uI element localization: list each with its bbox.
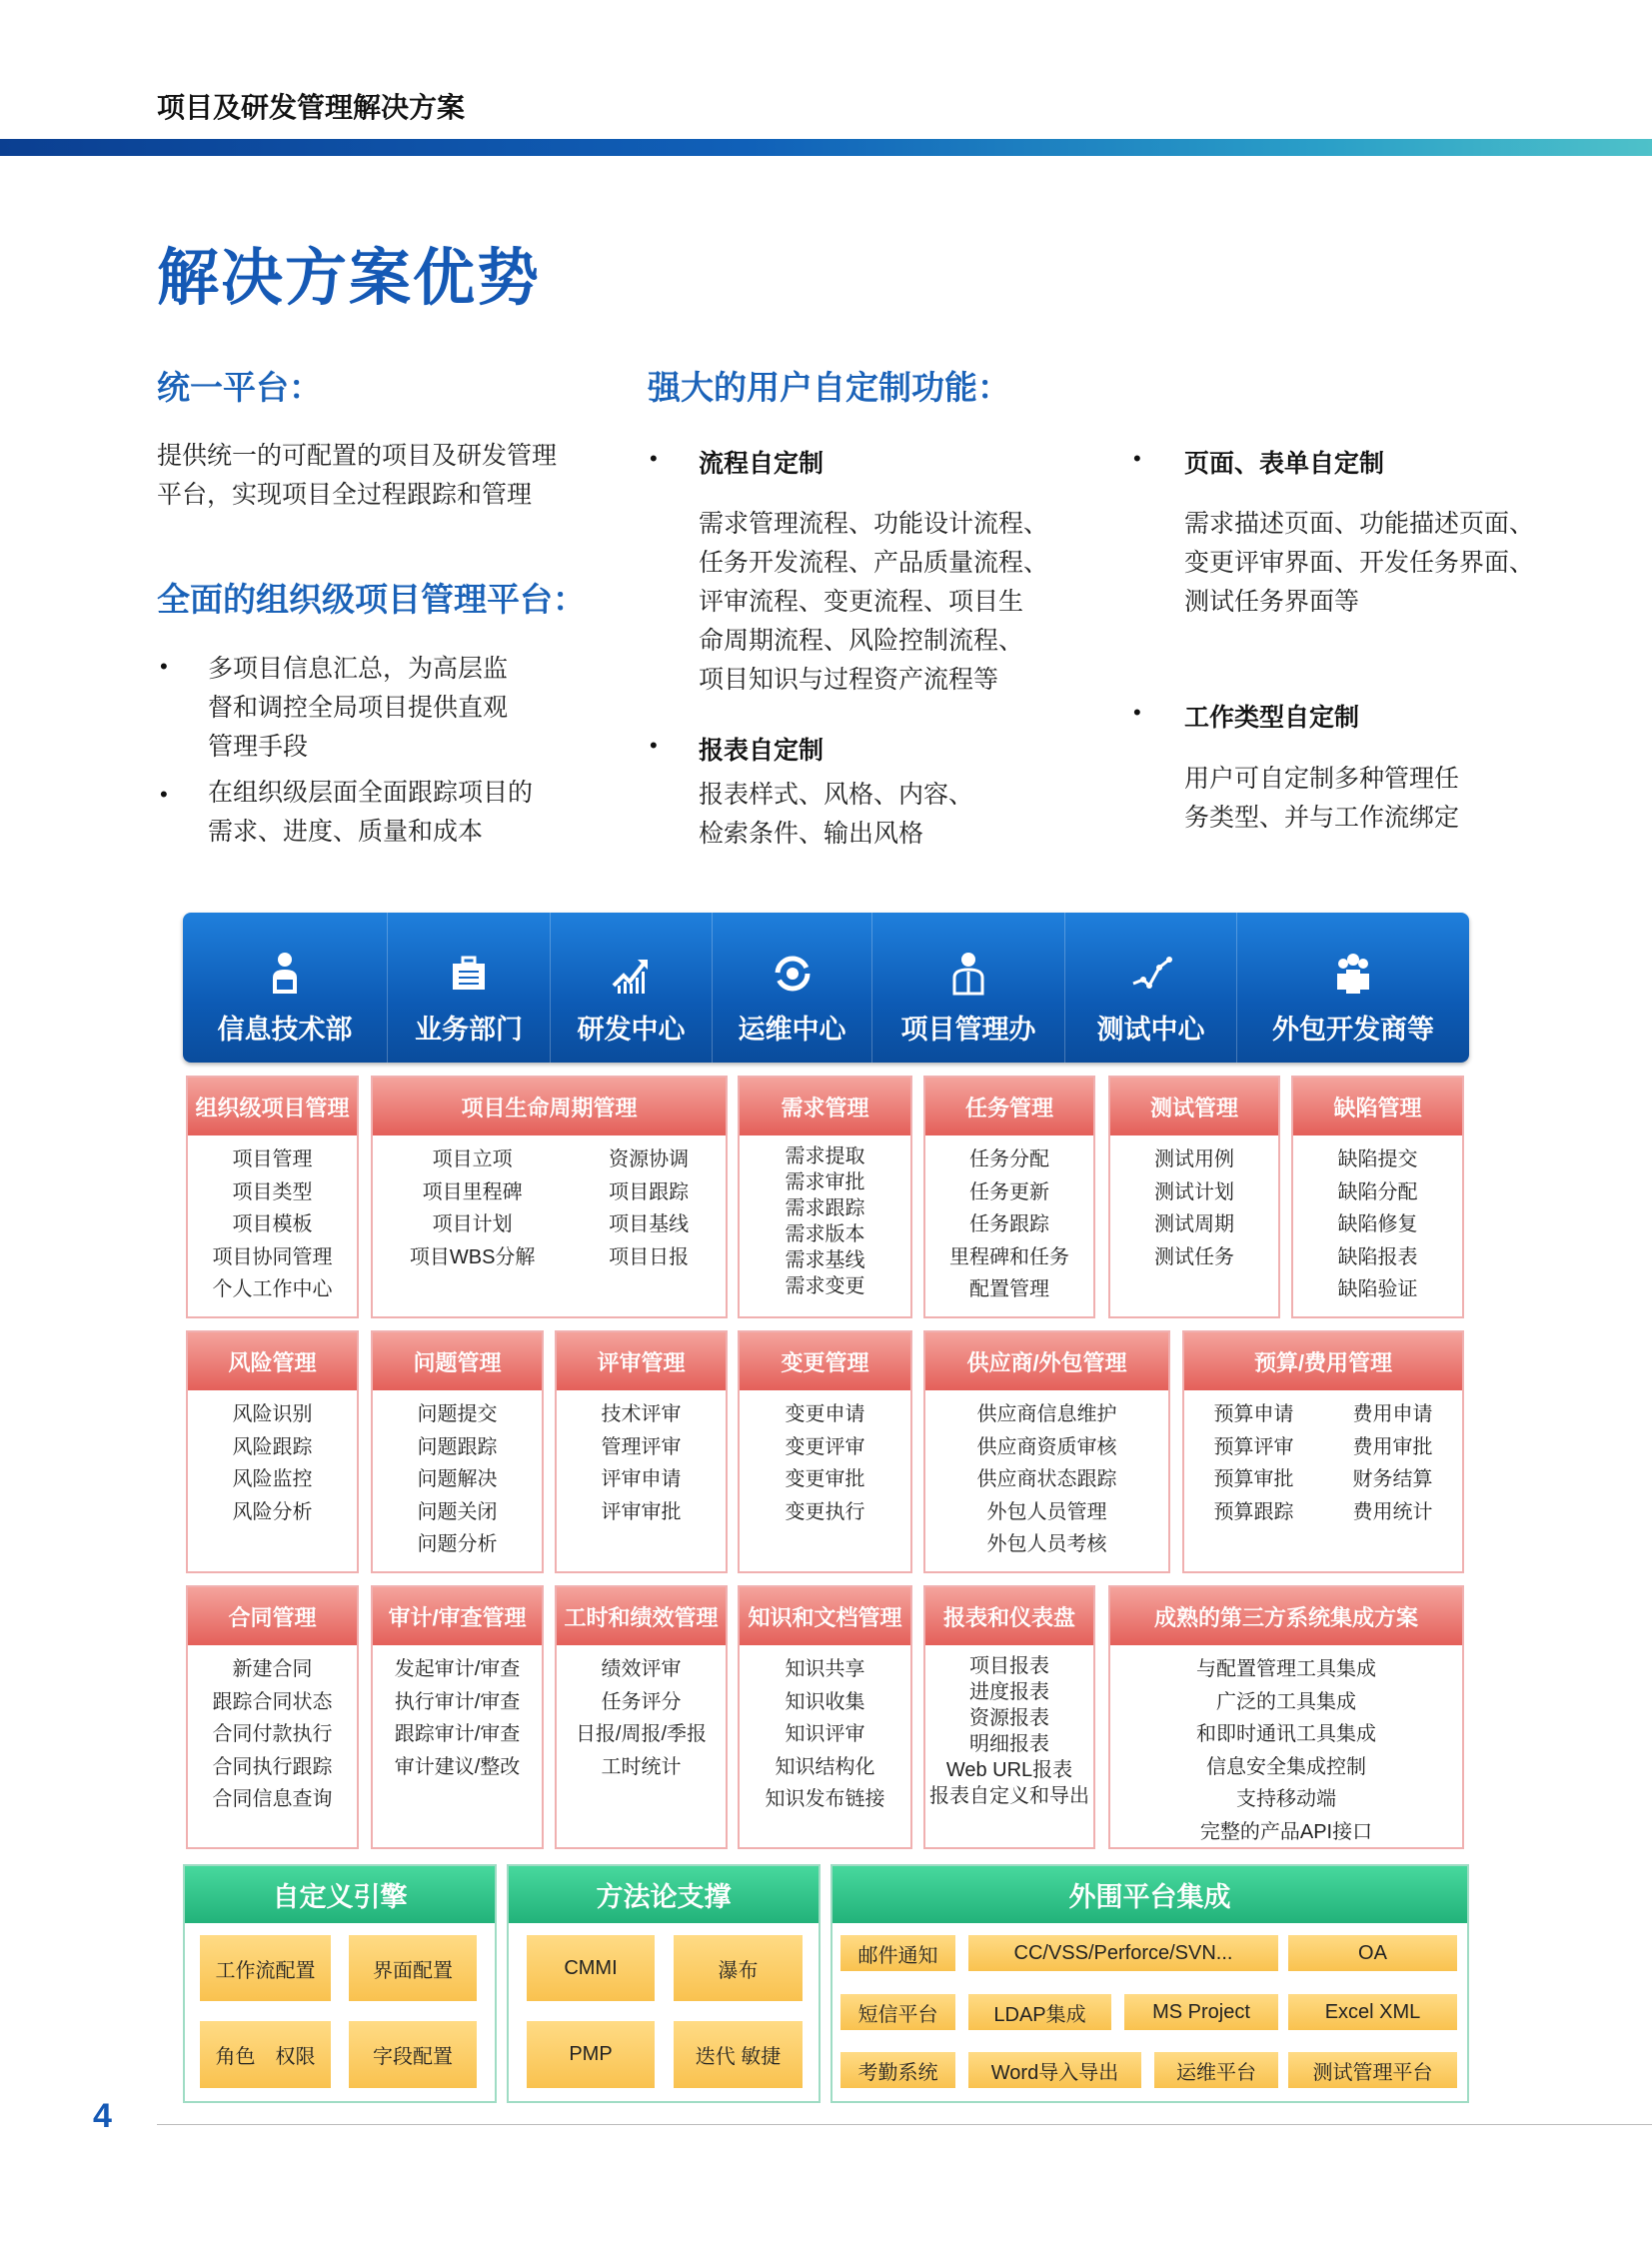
module-item-column <box>786 1143 865 1299</box>
module-item: 外包人员管理 <box>986 1500 1107 1523</box>
module-item-column <box>576 1653 707 1783</box>
module-item: 资源报表 <box>969 1707 1049 1729</box>
module-title: 预算/费用管理 <box>1184 1332 1462 1390</box>
module-card <box>371 1330 544 1573</box>
customization-heading: 强大的用户自定制功能： <box>648 369 1010 406</box>
module-item-column <box>609 1143 689 1273</box>
module-title: 组织级项目管理 <box>188 1078 357 1135</box>
module-item: 费用统计 <box>1352 1500 1433 1523</box>
module-item: 与配置管理工具集成 <box>1196 1658 1376 1680</box>
growth-chart-icon <box>610 950 654 996</box>
module-card <box>923 1076 1095 1318</box>
module-item: 完整的产品API接口 <box>1199 1820 1373 1843</box>
module-item: 测试用例 <box>1154 1148 1234 1170</box>
team-icon <box>1331 950 1375 996</box>
module-item: 发起审计/审查 <box>394 1658 521 1680</box>
module-item: 项目报表 <box>969 1655 1049 1677</box>
foundation-title: 自定义引擎 <box>185 1866 495 1923</box>
text-line: 测试任务界面等 <box>1184 588 1360 616</box>
text-line: 项目知识与过程资产流程等 <box>699 666 999 694</box>
department-7 <box>1237 913 1469 1063</box>
org-bullet-2 <box>208 774 533 852</box>
bullet: • <box>1133 446 1141 471</box>
custom-item-label: 报表自定制 <box>699 737 825 765</box>
module-item: 合同执行跟踪 <box>212 1755 333 1778</box>
foundation-cell: 运维平台 <box>1154 2052 1278 2088</box>
module-item: 需求跟踪 <box>785 1197 865 1219</box>
module-card <box>186 1585 359 1849</box>
module-card <box>1182 1330 1464 1573</box>
module-title: 项目生命周期管理 <box>373 1078 726 1135</box>
module-title: 问题管理 <box>373 1332 542 1390</box>
module-item: 外包人员考核 <box>986 1533 1107 1555</box>
module-item: 缺陷验证 <box>1337 1278 1418 1300</box>
unified-platform-text <box>157 437 557 515</box>
module-item: 跟踪审计/审查 <box>394 1723 521 1745</box>
department-label: 研发中心 <box>577 1015 686 1045</box>
foundation-title: 方法论支撑 <box>509 1866 819 1923</box>
module-item: 知识发布链接 <box>765 1788 885 1810</box>
module-title: 测试管理 <box>1110 1078 1278 1135</box>
foundation-cell: 界面配置 <box>349 1935 477 2001</box>
module-card <box>371 1076 728 1318</box>
module-item-column <box>1338 1143 1418 1306</box>
person-laptop-icon <box>263 950 307 996</box>
module-item-column <box>1214 1398 1294 1528</box>
module-item-column <box>1196 1653 1376 1848</box>
module-item: 风险跟踪 <box>232 1435 313 1458</box>
module-item-column <box>213 1143 333 1306</box>
departments-bar <box>183 913 1469 1063</box>
module-title: 缺陷管理 <box>1293 1078 1462 1135</box>
module-card <box>738 1076 912 1318</box>
module-item: 预算申请 <box>1213 1403 1294 1425</box>
text-line: 变更评审界面、开发任务界面、 <box>1184 549 1535 577</box>
department-label: 信息技术部 <box>217 1015 353 1045</box>
module-item: 管理评审 <box>601 1435 682 1458</box>
foundation-cell: OA <box>1288 1935 1457 1971</box>
module-card <box>923 1330 1170 1573</box>
module-item: 评审审批 <box>601 1500 682 1523</box>
text-line: 多项目信息汇总，为高层监 <box>208 655 509 683</box>
module-item: 知识收集 <box>785 1690 865 1713</box>
module-item: 进度报表 <box>969 1681 1049 1703</box>
department-label: 运维中心 <box>738 1015 846 1045</box>
department-6 <box>1065 913 1237 1063</box>
module-item: 变更申请 <box>785 1403 865 1425</box>
module-title: 成熟的第三方系统集成方案 <box>1110 1587 1462 1645</box>
footer-divider <box>157 2124 1652 2125</box>
foundation-cell: 邮件通知 <box>840 1935 955 1971</box>
module-item: 任务评分 <box>601 1690 682 1713</box>
module-item: 测试周期 <box>1154 1213 1234 1235</box>
org-platform-heading: 全面的组织级项目管理平台： <box>157 581 586 618</box>
module-item: 项目模板 <box>232 1213 313 1235</box>
module-item: 评审申请 <box>601 1468 682 1490</box>
module-item: 需求提取 <box>785 1145 865 1167</box>
foundation-cell: Excel XML <box>1288 1994 1457 2030</box>
text-line: 督和调控全局项目提供直观 <box>208 694 509 722</box>
header-gradient-bar <box>0 139 1652 156</box>
foundation-cell: CC/VSS/Perforce/SVN... <box>968 1935 1278 1971</box>
department-3 <box>551 913 713 1063</box>
module-item: 项目立项 <box>432 1148 513 1170</box>
module-item: 工时统计 <box>601 1755 682 1778</box>
module-item: 知识共享 <box>785 1658 865 1680</box>
department-1 <box>183 913 388 1063</box>
module-item: 需求审批 <box>785 1171 865 1193</box>
custom-item-text <box>699 776 973 854</box>
module-item: 问题分析 <box>417 1533 498 1555</box>
module-item: 项目管理 <box>232 1148 313 1170</box>
foundation-cell: MS Project <box>1124 1994 1278 2030</box>
module-item: 变更评审 <box>785 1435 865 1458</box>
module-item: 技术评审 <box>601 1403 682 1425</box>
module-item: 费用申请 <box>1352 1403 1433 1425</box>
text-line: 务类型、并与工作流绑定 <box>1184 804 1460 832</box>
module-item: 供应商状态跟踪 <box>976 1468 1117 1490</box>
module-item: 问题提交 <box>417 1403 498 1425</box>
module-card <box>186 1330 359 1573</box>
module-item: 明细报表 <box>969 1733 1049 1755</box>
module-item: 问题跟踪 <box>417 1435 498 1458</box>
page-title: 解决方案优势 <box>157 244 542 313</box>
module-item: 项目类型 <box>232 1180 313 1203</box>
text-line: 在组织级层面全面跟踪项目的 <box>208 779 534 807</box>
module-item-column <box>410 1143 536 1273</box>
module-title: 变更管理 <box>740 1332 910 1390</box>
module-item: 供应商信息维护 <box>976 1403 1117 1425</box>
line-chart-icon <box>1129 950 1173 996</box>
module-item: 项目日报 <box>609 1245 690 1268</box>
module-title: 合同管理 <box>188 1587 357 1645</box>
module-item: 问题关闭 <box>417 1500 498 1523</box>
custom-item-text <box>699 505 1048 700</box>
text-line: 需求、进度、质量和成本 <box>208 818 484 846</box>
custom-item-label: 工作类型自定制 <box>1184 704 1360 732</box>
document-header-title: 项目及研发管理解决方案 <box>157 92 466 123</box>
module-item-column <box>233 1398 313 1528</box>
module-card <box>1291 1076 1464 1318</box>
module-item: 预算审批 <box>1213 1468 1294 1490</box>
module-item-column <box>1353 1398 1433 1528</box>
text-line: 报表样式、风格、内容、 <box>699 781 974 809</box>
module-item: Web URL报表 <box>945 1759 1073 1781</box>
module-item: 配置管理 <box>969 1278 1049 1300</box>
text-line: 平台，实现项目全过程跟踪和管理 <box>157 481 533 509</box>
unified-platform-heading: 统一平台： <box>157 369 322 406</box>
module-item: 知识评审 <box>785 1723 865 1745</box>
module-item: 审计建议/整改 <box>394 1755 521 1778</box>
module-title: 任务管理 <box>925 1078 1093 1135</box>
module-item: 和即时通讯工具集成 <box>1196 1723 1376 1745</box>
module-item-column <box>395 1653 521 1783</box>
module-item: 广泛的工具集成 <box>1216 1690 1356 1713</box>
module-item: 跟踪合同状态 <box>212 1690 333 1713</box>
custom-item-label: 页面、表单自定制 <box>1184 450 1385 478</box>
bullet: • <box>160 654 168 679</box>
text-line: 检索条件、输出风格 <box>699 820 924 848</box>
module-item: 需求变更 <box>785 1275 865 1297</box>
module-item: 报表自定义和导出 <box>929 1785 1089 1807</box>
module-card <box>738 1585 912 1849</box>
foundation-cell: 工作流配置 <box>200 1935 331 2001</box>
custom-item-label: 流程自定制 <box>699 450 825 478</box>
module-item-column <box>1154 1143 1234 1273</box>
foundation-cell: 角色 权限 <box>200 2021 331 2088</box>
module-item-column <box>602 1398 682 1528</box>
foundation-cell: Word导入导出 <box>968 2052 1141 2088</box>
module-item: 需求基线 <box>785 1249 865 1271</box>
department-2 <box>388 913 551 1063</box>
module-item: 财务结算 <box>1352 1468 1433 1490</box>
module-item: 风险识别 <box>232 1403 313 1425</box>
module-item-column <box>213 1653 333 1816</box>
foundation-cell: CMMI <box>527 1935 655 2001</box>
module-item: 绩效评审 <box>601 1658 682 1680</box>
department-label: 外包开发商等 <box>1272 1015 1434 1045</box>
page-number: 4 <box>93 2097 112 2135</box>
module-title: 审计/审查管理 <box>373 1587 542 1645</box>
module-item-column <box>786 1398 865 1528</box>
text-line: 提供统一的可配置的项目及研发管理 <box>157 442 558 470</box>
text-line: 评审流程、变更流程、项目生 <box>699 588 1024 616</box>
module-item: 新建合同 <box>232 1658 313 1680</box>
foundation-cell: 字段配置 <box>349 2021 477 2088</box>
module-item: 缺陷修复 <box>1337 1213 1418 1235</box>
module-item: 缺陷提交 <box>1337 1148 1418 1170</box>
module-item: 信息安全集成控制 <box>1206 1755 1366 1778</box>
module-item: 风险监控 <box>232 1468 313 1490</box>
module-item: 合同信息查询 <box>212 1788 333 1810</box>
module-item: 任务跟踪 <box>969 1213 1049 1235</box>
foundation-cell: 短信平台 <box>840 1994 955 2030</box>
foundation-cell: 迭代 敏捷 <box>674 2021 803 2088</box>
bullet: • <box>650 733 658 758</box>
department-4 <box>713 913 872 1063</box>
module-title: 工时和绩效管理 <box>557 1587 726 1645</box>
module-item: 知识结构化 <box>775 1755 875 1778</box>
bullet: • <box>650 446 658 471</box>
module-item: 变更审批 <box>785 1468 865 1490</box>
module-item: 里程碑和任务 <box>949 1245 1069 1268</box>
module-item: 支持移动端 <box>1236 1788 1336 1810</box>
department-label: 测试中心 <box>1096 1015 1205 1045</box>
module-item: 任务更新 <box>969 1180 1049 1203</box>
module-card <box>1108 1076 1280 1318</box>
module-item-column <box>418 1398 498 1561</box>
module-item: 问题解决 <box>417 1468 498 1490</box>
module-item-column <box>977 1398 1117 1561</box>
module-item: 供应商资质审核 <box>976 1435 1117 1458</box>
module-item-column <box>929 1653 1089 1809</box>
module-item: 项目里程碑 <box>422 1180 523 1203</box>
module-item: 费用审批 <box>1352 1435 1433 1458</box>
module-item: 任务分配 <box>969 1148 1049 1170</box>
module-card <box>555 1585 728 1849</box>
text-line: 需求管理流程、功能设计流程、 <box>699 510 1049 538</box>
module-item: 日报/周报/季报 <box>575 1723 708 1745</box>
manager-icon <box>946 950 990 996</box>
bullet: • <box>1133 700 1141 725</box>
module-card <box>186 1076 359 1318</box>
foundation-cell: LDAP集成 <box>968 1994 1111 2030</box>
module-card <box>555 1330 728 1573</box>
department-label: 业务部门 <box>415 1015 523 1045</box>
module-item: 合同付款执行 <box>212 1723 333 1745</box>
custom-item-text <box>1184 505 1534 622</box>
cycle-icon <box>771 950 815 996</box>
text-line: 命周期流程、风险控制流程、 <box>699 627 1024 655</box>
text-line: 管理手段 <box>208 733 309 761</box>
module-item-column <box>949 1143 1069 1306</box>
module-item: 项目计划 <box>432 1213 513 1235</box>
module-item-column <box>766 1653 885 1816</box>
module-title: 知识和文档管理 <box>740 1587 910 1645</box>
module-item: 测试任务 <box>1154 1245 1234 1268</box>
text-line: 用户可自定制多种管理任 <box>1184 765 1460 793</box>
custom-item-text <box>1184 760 1459 838</box>
module-title: 供应商/外包管理 <box>925 1332 1168 1390</box>
foundation-cell: 测试管理平台 <box>1288 2052 1457 2088</box>
module-item: 个人工作中心 <box>212 1278 333 1300</box>
foundation-cell: 瀑布 <box>674 1935 803 2001</box>
module-card <box>1108 1585 1464 1849</box>
module-card <box>923 1585 1095 1849</box>
module-item: 变更执行 <box>785 1500 865 1523</box>
module-item: 项目跟踪 <box>609 1180 690 1203</box>
module-title: 需求管理 <box>740 1078 910 1135</box>
foundation-title: 外围平台集成 <box>832 1866 1467 1923</box>
module-title: 风险管理 <box>188 1332 357 1390</box>
foundation-cell: PMP <box>527 2021 655 2088</box>
module-item: 项目WBS分解 <box>409 1245 536 1268</box>
module-item: 测试计划 <box>1154 1180 1234 1203</box>
briefcase-icon <box>447 950 491 996</box>
foundation-cell: 考勤系统 <box>840 2052 955 2088</box>
module-item: 需求版本 <box>785 1223 865 1245</box>
module-card <box>371 1585 544 1849</box>
module-card <box>738 1330 912 1573</box>
module-item: 预算评审 <box>1213 1435 1294 1458</box>
module-item: 缺陷报表 <box>1337 1245 1418 1268</box>
module-item: 预算跟踪 <box>1213 1500 1294 1523</box>
module-title: 报表和仪表盘 <box>925 1587 1093 1645</box>
module-item: 执行审计/审查 <box>394 1690 521 1713</box>
module-item: 资源协调 <box>609 1148 690 1170</box>
module-item: 风险分析 <box>232 1500 313 1523</box>
org-bullet-1 <box>208 650 508 767</box>
module-title: 评审管理 <box>557 1332 726 1390</box>
module-item: 项目基线 <box>609 1213 690 1235</box>
text-line: 需求描述页面、功能描述页面、 <box>1184 510 1535 538</box>
module-item: 项目协同管理 <box>212 1245 333 1268</box>
module-item: 缺陷分配 <box>1337 1180 1418 1203</box>
department-label: 项目管理办 <box>900 1015 1036 1045</box>
bullet: • <box>160 782 168 807</box>
text-line: 任务开发流程、产品质量流程、 <box>699 549 1049 577</box>
department-5 <box>872 913 1065 1063</box>
